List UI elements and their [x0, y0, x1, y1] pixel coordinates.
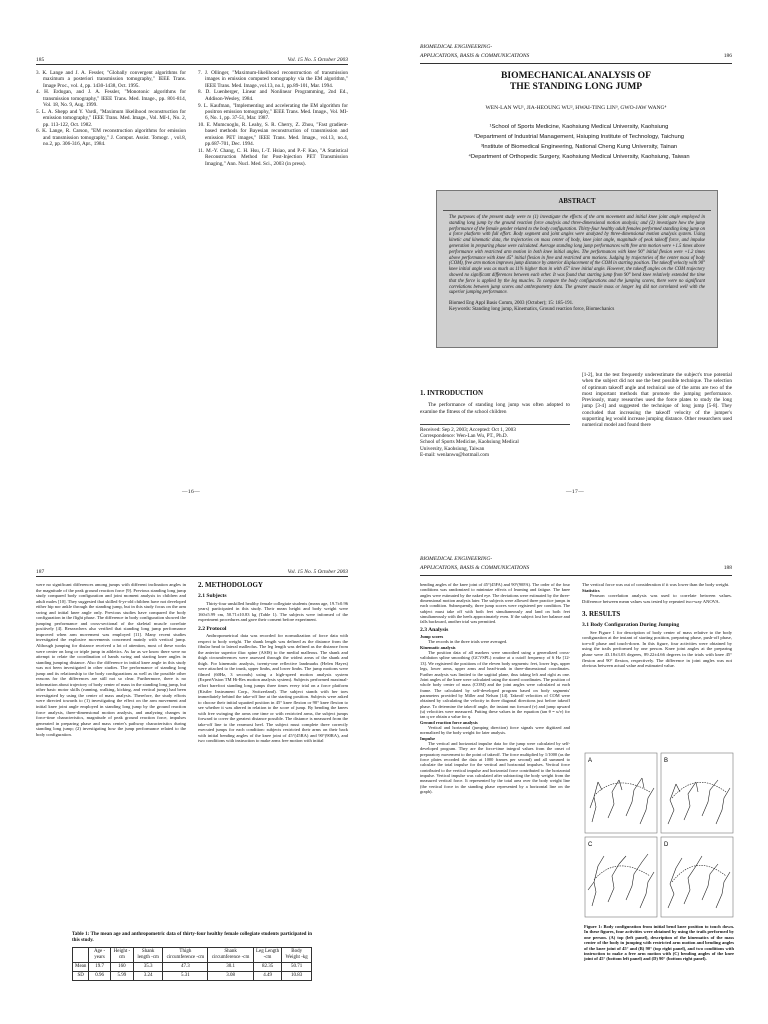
- abstract-citation: [437, 296, 717, 313]
- table-cell: 3.08: [208, 972, 253, 981]
- table-row: [73, 963, 312, 972]
- right-column: [198, 582, 348, 744]
- title-line: THE STANDING LONG JUMP: [509, 81, 643, 92]
- table-cell: 82.35: [253, 963, 282, 972]
- subheading: Ground reaction force analysis: [420, 719, 478, 725]
- panel-label-b: B: [664, 758, 669, 764]
- figure-panel-c: [585, 837, 657, 917]
- table-header-cell: Shank circumference -cm: [208, 948, 253, 963]
- page-header: [420, 556, 732, 576]
- section-heading: 2. METHODOLOGY: [198, 581, 263, 589]
- title-line: BIOMECHANICAL ANALYSIS OF: [501, 70, 651, 81]
- reference-item: 8. D. Luenberger, Linear and Nonlinear Programming, 2nd Ed., Addison-Wesley, 1984.: [198, 89, 348, 102]
- table-header-cell: Shank length -cm: [134, 948, 163, 963]
- references-left: [36, 70, 186, 148]
- reference-item: 6. K. Lange, R. Carson, "EM reconstruction algorithms for emission and transmission tomography," J. Comput. Assist. Tomogr. , vol.8, no.2, pp. 306-316, Apr., 1984.: [36, 128, 186, 148]
- volume-info: Vol. 15 No. 5 October 2003: [287, 569, 348, 575]
- table-cell: 30.1: [208, 963, 253, 972]
- table-cell: 50.71: [282, 963, 312, 972]
- journal-name-line1: BIOMEDICAL ENGINEERING-: [420, 556, 493, 562]
- table-row: [73, 972, 312, 981]
- page-number: 186: [723, 53, 732, 59]
- subsection-heading: 2.3 Analysis: [420, 626, 449, 633]
- paragraph: The vertical force was out of consideration if it was lower than the body weight.: [582, 582, 730, 587]
- page-number: 185: [36, 57, 45, 63]
- left-column: [420, 582, 570, 794]
- figure-1-panels: [584, 752, 734, 920]
- table-header-cell: Age -years: [89, 948, 110, 963]
- paragraph: See Figure 1 for description of body center of mass relative to the body configuration at the instant of starting position, preparing phase, push-off phase, toe-off phase and touch-down. In this figure, four activities were obtained by using the trails performed by one person. Knee joint angles at the preparing phase were 43.18±3.03 degrees, 89.22±4.66 degrees in the trials with knee 45° flexion and 90° flexion, respectively. The difference in joint angles was not obvious between actual value and estimated value.: [582, 629, 732, 669]
- paragraph: The vertical and horizontal impulse data for the jump were calculated by self-developed program. They are the force-time integral values from the onset of preparatory movement to the point of takeoff. The force multiplied by 1/1000 (as the force plates recorded the data at 1000 frames per second) and all summed to calculate the total impulse for the vertical and horizontal impulses. Vertical force contributed to the vertical impulse and horizontal force contributed to the horizontal impulse. Vertical impulse was calculated after subtracting the body weight from the measured vertical force. It represented by the total area over the body weight line (the vertical force in the standing phase represented by a horizontal line on the graph).: [420, 740, 570, 795]
- subheading: Statistics: [582, 587, 600, 593]
- table-cell: 5.31: [163, 972, 208, 981]
- anthropometric-table: [72, 947, 312, 981]
- paragraph: The position data of all markers were smoothed using a generalized cross-validation spline smoothing (GCVSPL) routine at a cutoff frequency of 6 Hz [12-13]. We registered the positions of the eleven body segments: feet, lower legs, upper legs, lower arms, upper arms and head-trunk in three-dimensional coordinates. Further analysis was limited to the sagittal plane, thus taking left and right as one. Joint angles of the knee were calculated using the stored coordinates. The position of whole body center of mass (COM) and the joint angles were calculated at each frame. The calculated by self-developed program based on body segments' parameters provided by Miller and Nelson [14]. Takeoff velocities of COM were obtained by calculating the velocity in three diagonal directions just before takeoff phase. To determine the takeoff angle, the instant run forward (v) and jump upward (u) velocities were measured. Putting these values in the equation (tan θ = u/v) for tan q we obtain a value for q.: [420, 650, 570, 720]
- journal-name-line1: BIOMEDICAL ENGINEERING-: [420, 44, 493, 50]
- folio: —16—: [182, 489, 201, 495]
- keywords: Keywords: Standing long jump, Kinematics, Ground reaction force, Biomechanics: [449, 307, 615, 313]
- reference-item: 5. L. A. Shepp and Y. Vardi, "Maximum likelihood reconstruction for emission tomography," IEEE Trans. Med. Image., Vol. MI-1, No. 2, pp. 113-122, Oct. 1982.: [36, 108, 186, 128]
- page-number: 188: [723, 565, 732, 571]
- reference-item: 9. L. Kaufman, "Implementing and accelerating the EM algorithm for positron emission tomography," IEEE Trans. Med. Image., Vol. MI-6, No. 1, pp. 37-51, Mar. 1987.: [198, 102, 348, 122]
- reference-item: 7. J. Ollinger, "Maximum-likelihood reconstruction of transmission images in emission computed tomography via the EM algorithm," IEEE Trans. Med. Image.,vol.13, no.1, pp.89-101, Mar. 1994.: [198, 70, 348, 89]
- abstract-body: The purposes of the present study were to (1) investigate the effects of the arm movement and initial knee joint angle employed in standing long jump by the ground reaction force analysis and three-dimensional motion analysis; and (2) investigate how the jump performance of the female gender related to the body configuration. Thirty-four healthy adult females performed standing long jump on a force platform with full effort. Body segment and joint angles were analyzed by three-dimensional motion analysis system. Using kinetic and kinematic data, the trajectories on mass center of body, knee joint angle, magnitude of peak takeoff force, and impulse generation in preparing phase were calculated. Average standing long jump performances with free arm motion were +1.5 times above performance with restricted arm motion in both knee initial angles. The performances with knee 90° initial flexion were +1.2 times above performance with knee 45° initial flexion in free and restricted arm motions. Judging by trajectories of the center mass of body (COM), free arm motion improves jump distance by anterior displacement of the COM in starting position. The takeoff velocity with 90° knee initial angle was as much as 11% higher than in with 45° knee initial angle. However, the takeoff angles on the COM trajectory showed no significant differences between each other. It was found that starting jump from 90° bend knee relatively extended the time that the force is applied by the leg muscles. To compare the body configurations and the jumping scores, there were no significant correlations between jump scores and anthropometry data. The greater muscle mass or longer leg did not correlated well with the superior jumping performance.: [449, 215, 705, 296]
- paragraph: Pearson correlation analysis was used to correlate between values. Difference between mean values was tested by repeated two-way ANOVA.: [582, 593, 732, 604]
- table-cell: 47.3: [163, 963, 208, 972]
- table-header-cell: Thigh circumference -cm: [163, 948, 208, 963]
- intro-right-column: [1-2], but the test frequently underestimate the subject's true potential when the subject did not use the best possible technique. The selection of optimum takeoff angle and technical use of the arms are two of the most important methods that promote the jumping performance. Previously, many researches used the force plates to study the long jump [3-4] and suggested the technique of long jump [5-8]. They concluded that increasing the takeoff velocity of the jumper's supporting leg would increase jumping distance. Other researchers used numerical model and found there: [582, 372, 732, 429]
- table-cell: 3.24: [134, 972, 163, 981]
- address-line: School of Sports Medicine, Kaohsiung Medical: [420, 439, 519, 446]
- panel-label-c: C: [588, 842, 593, 848]
- table-cell: 5.99: [110, 972, 133, 981]
- panel-label-d: D: [664, 842, 669, 848]
- figure-panel-a: [585, 753, 657, 833]
- paper-title: [384, 70, 768, 92]
- table-cell: 35.3: [134, 963, 163, 972]
- paragraph: bending angles of the knee joint of 45°(45FA) and 90°(90FA). The order of the four conditions was randomized to minimize effects of learning and fatigue. The knee angles were estimated by the naked eye. The deviations were estimated by the three-dimensional motion analysis later. The subjects were allowed three practice jumps in each condition. Subsequently, three jump scores were registered per condition. The subject must take off with both feet simultaneously and land on both feet simultaneously with the heels approximately even. If the subject lost her balance and falls backward, another trial was permitted.: [420, 582, 570, 625]
- folio: —17—: [566, 489, 585, 495]
- affiliation: ¹School of Sports Medicine, Kaohsiung Medical University, Kaohsiung: [489, 124, 669, 130]
- figure-panel-d: [661, 837, 733, 917]
- intro-left-column: [420, 390, 570, 458]
- figure-caption: Figure 1: Body configuration from initial bend knee position to touch down. In these figures, four activities were obtained by using the trails performed by one person. (A) top (left panel), description of the kinematics of the mass center of the body in jumping with restricted arm motion and bending angles of the knee joint of 45° and (B) 90° (top right panel), and two conditions with instruction to make a free arm motion with (C) bending angles of the knee joint of 45° (bottom left panel) and (D) 90° (bottom right panel).: [584, 924, 734, 962]
- reference-item: 10. E. Mumcuoglu, R. Leahy, S. R. Cherry, Z. Zhou, "Fast gradient-based methods for Bayesian reconstruction of transmission and emission PET images," IEEE Trans. Med. Image., vol.13, no.4, pp.687-701, Dec. 1994.: [198, 122, 348, 148]
- section-heading: 3. RESULTS: [582, 610, 621, 619]
- affiliation: ³Institute of Biomedical Engineering, National Cheng Kung University, Tainan: [480, 144, 678, 150]
- table-cell: 10.83: [282, 972, 312, 981]
- figure-panel-b: [661, 753, 733, 833]
- panel-label-a: A: [588, 758, 593, 764]
- page-185: [0, 0, 384, 512]
- paragraph: Thirty-four unskilled healthy female collegiate students (mean age, 19.7±0.96 years) participated in this study. Their mean height and body weight were 160±5.99 cm, 50.71±10.83 kg (Table 1). The subjects were informed of the experiment procedures and gave their consent before experiment.: [198, 600, 348, 623]
- volume-info: Vol. 15 No. 5 October 2003: [287, 57, 348, 63]
- subsection-heading: 3.1 Body Configuration During Jumping: [582, 621, 680, 628]
- reference-item: 3. K. Lange and J. A. Fessler, "Globally convergent algorithms for maximum a posteriori transmission tomography," IEEE Trans. Image Proc., vol. 4, pp. 1430-1438, Oct. 1995.: [36, 70, 186, 89]
- subheading: Jump scores: [420, 634, 444, 640]
- page-188: [384, 512, 768, 1024]
- received-date: Received: Sep 2, 2003; Accepted: Oct 1, 2003: [420, 426, 516, 433]
- paragraph: The records in the three trials were averaged.: [428, 639, 508, 645]
- affiliations: [414, 122, 744, 162]
- paragraph: Vertical and horizontal (jumping direction) force signals were digitized and normalized by the body weight for later analysis.: [420, 724, 570, 736]
- table-header-cell: Body Weight -kg: [282, 948, 312, 963]
- affiliation: ²Department of Industrial Management, Hsiuping Institute of Technology, Taichung: [473, 134, 685, 140]
- paragraph: Anthropometrical data was recorded for normalization of force data with respect to body weight. The shank length was defined as the distance from the fibular head to lateral malleolus. The leg length was defined as the distance from the anterior superior iliac spine (ASIS) to the medial malleous. The shank and thigh circumferences were assessed through the widest areas of the shank and thigh. For kinematic analysis, twenty-one reflective landmarks (Helen Hayes) were attached to the trunk, upper limbs, and lower limbs. The jump motions were filmed (60Hz, 3 seconds) using a high-speed motion analysis system (ExpertVision TM Hi-Res motion analysis system). Subjects performed maximal-effort barefoot standing long jumps three times every trial on a force platform (Kistler Instrument Corp., Switzerland). The subject stands with her toes immediately behind the take-off line at the starting position. Subjects were asked to choose their initial squatted position in 45° knee flexion or 90° knee flexion to see whether it was altered in relation to the score of jump. By bending the knees with free swinging the arms one time or with restricted arms, the subject jumps forward to cover the greatest distance possible. The distance is measured from the take-off line to the rearmost heel. The subject must complete three correctly executed jumps for each condition: subjects restricted their arms on their back with initial bending angles of the knee joint of 45°(45RA) and 90°(90RA), and two conditions with instruction to make arms free motion with initial: [198, 633, 348, 744]
- right-column: [582, 582, 732, 669]
- reference-item: 4. H. Erdogan, and J. A. Fessler, "Monotonic algorithms for transmission tomography," IEEE Trans. Med. Image., pp. 801-814, Vol. 18, No. 9, Aug. 1999.: [36, 89, 186, 109]
- page-186: [384, 0, 768, 512]
- abstract-heading: ABSTRACT: [558, 198, 596, 205]
- references-right: [198, 70, 348, 167]
- left-column: [36, 582, 186, 737]
- table-cell: SD: [73, 972, 89, 981]
- address-line: University, Kaohsiung, Taiwan: [420, 445, 485, 452]
- page-number: 187: [36, 569, 45, 575]
- paragraph: were no significant differences among jumps with different inclination angles in the magnitude of the peak ground reaction force [9]. Previous standing long jump study compared body configuration and joint moment analysis in children and adult males [10]. They suggested that skilled 6-yr-old children have not developed either hip nor ankle through the standing jump, but in this study focus on the arm swing and initial knee angle only. Previous studies have compared the body configuration in the flight phase. The difference in body configuration showed the jumping performance and cross-sectional of the skeletal muscle correlate positively [4]. Researchers also verified that standing long jump performance improved when arm movement was employed [11]. Many recent studies investigated the explosive movements concerned mainly with vertical jump. Although jumping for distance received a lot of attention, most of these works were center on long or triple jump in athletics. As far as we know there were no attempt to relate the coordination of hands swing and starting knee angles in standing jumping distance. Also the difference in initial knee angle in this study was not been investigated in other studies. The performance of standing long jump and its relationship to the body configurations as well as the possible other reasons for the differences are still not so clear. Furthermore, there is no information about trajectory of body center of mass in the standing long jump, but other basic motor skills (running, walking, kicking, and vertical jump) had been investigated by using the center of mass analysis. Therefore, the study efforts were directed towards to (1) investigating the effect on the arm movement and initial knee joint angle employed in standing long jump by the ground reaction force analysis, three-dimensional motion analysis, and analyzing changes in force-time characteristics, magnitude of peak ground reaction force, impulses generated in preparing phase and mass center's pathway characteristics during standing long jump; (2) investigating how the jump performance related to the body configuration.: [36, 582, 186, 737]
- table-cell: 0.96: [89, 972, 110, 981]
- page-header: [420, 44, 732, 64]
- table-cell: 160: [110, 963, 133, 972]
- subheading: Kinematic analysis: [420, 644, 456, 650]
- subsection-heading: 2.1 Subjects: [198, 593, 227, 600]
- email: E-mail: wenlanwu@hotmail.com: [420, 452, 490, 459]
- abstract-box: [436, 190, 718, 348]
- table-header-cell: [73, 948, 89, 963]
- table-1: [72, 932, 312, 981]
- table-cell: Mean: [73, 963, 89, 972]
- citation-line: Biomed Eng Appl Basis Comm, 2003 (October); 15: 185-191.: [449, 301, 574, 307]
- subheading: Impulse: [420, 735, 436, 741]
- subsection-heading: 2.2 Protocol: [198, 625, 227, 632]
- table-cell: 4.49: [253, 972, 282, 981]
- page-header: [36, 568, 348, 577]
- divider: [443, 210, 711, 211]
- table-cell: 19.7: [89, 963, 110, 972]
- table-header-row: [73, 948, 312, 963]
- affiliation: ⁴Department of Orthopedic Surgery, Kaohsiung Medical University, Kaohsiung, Taiwan: [468, 154, 690, 160]
- table-caption: Table 1: The mean age and anthropometric data of thirty-four healthy female collegiate students participated in this study.: [72, 932, 312, 943]
- section-heading: 1. INTRODUCTION: [420, 389, 484, 397]
- correspondence: Correspondence: Wen-Lan Wu, PT., Ph.D.: [420, 433, 508, 440]
- reference-item: 11. M.-Y. Chang, C. H. Hsu, I.-T. Hsiao, and P.-F. Kao, "A Statistical Reconstruction Method for Post-Injection PET Transmission Imaging," Ann. Nucl. Med. Sci., 2003 (in press).: [198, 147, 348, 167]
- journal-name-line2: APPLICATIONS, BASIS & COMMUNICATIONS: [420, 53, 530, 59]
- journal-name-line2: APPLICATIONS, BASIS & COMMUNICATIONS: [420, 565, 530, 571]
- received-info: [420, 424, 570, 458]
- table-header-cell: Height -cm: [110, 948, 133, 963]
- authors: WEN-LAN WU¹, JIA-HEOUNG WU², HWAI-TING LIN³, GWO-JAW WANG⁴: [485, 105, 667, 111]
- page-187: [0, 512, 384, 1024]
- table-header-cell: Leg Length -cm: [253, 948, 282, 963]
- page-header: [36, 56, 348, 65]
- paragraph: The performance of standing long jump was often adopted to examine the fitness of the school children: [420, 402, 570, 415]
